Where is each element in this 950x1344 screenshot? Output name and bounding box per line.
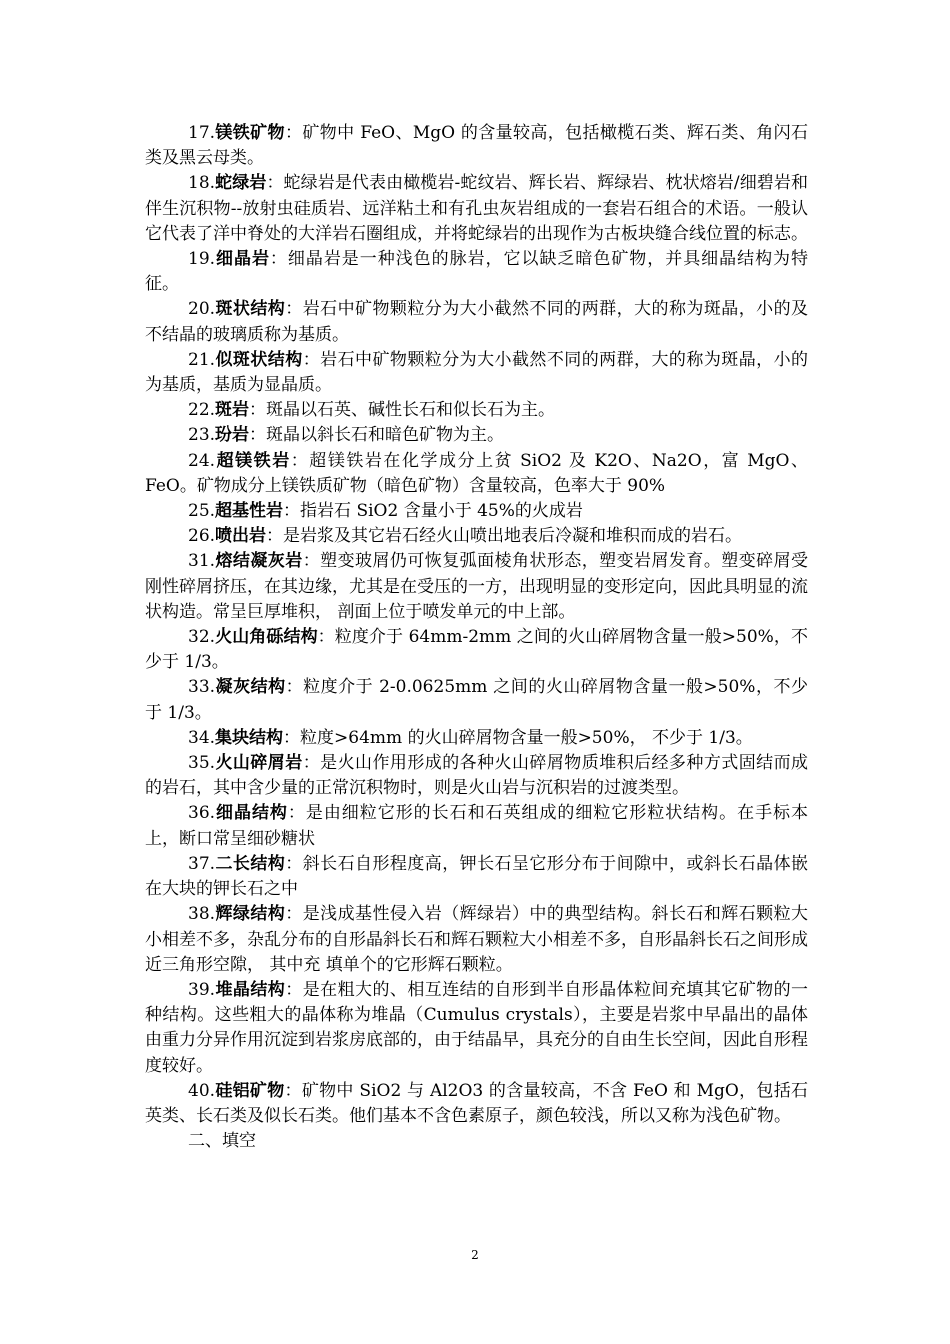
glossary-entry bbox=[145, 499, 808, 524]
entry-number: 34. bbox=[188, 727, 216, 748]
entry-number: 22. bbox=[188, 400, 216, 421]
entry-separator: ： bbox=[284, 123, 303, 143]
entry-term: 熔结凝灰岩 bbox=[215, 551, 303, 572]
entry-term: 蛇绿岩 bbox=[215, 173, 267, 194]
entry-definition: 斑晶以石英、碱性长石和似长石为主。 bbox=[266, 400, 556, 421]
entry-definition: 是在粗大的、相互连结的自形到半自形晶体粒间充填其它矿物的一种结构。这些粗大的晶体称为堆晶（Cumulus crystals），主要是岩浆中早晶出的晶体由重力分异作用沉淀到岩浆房底部的，由于结晶早，具充分的自由生长空间，因此自形程度较好。 bbox=[145, 979, 809, 1076]
entry-number: 31. bbox=[188, 551, 216, 572]
entry-number: 20. bbox=[188, 299, 216, 320]
entry-definition: 是火山作用形成的各种火山碎屑物质堆积后经多种方式固结而成的岩石，其中含少量的正常沉积物时，则是火山岩与沉积岩的过渡类型。 bbox=[145, 753, 809, 799]
entry-definition: 岩石中矿物颗粒分为大小截然不同的两群，大的称为斑晶，小的为基质，基质为显晶质。 bbox=[145, 349, 809, 396]
glossary-entry bbox=[145, 751, 808, 801]
entry-term: 火山角砾结构 bbox=[215, 627, 318, 648]
entry-separator: ： bbox=[285, 677, 304, 698]
entry-definition: 细晶岩是一种浅色的脉岩，它以缺乏暗色矿物，并具细晶结构为特征。 bbox=[145, 249, 809, 295]
entry-definition: 是岩浆及其它岩石经火山喷出地表后冷凝和堆积而成的岩石。 bbox=[283, 526, 743, 547]
entry-definition: 斑晶以斜长石和暗色矿物为主。 bbox=[266, 425, 505, 446]
entry-term: 辉绿结构 bbox=[215, 904, 286, 925]
glossary-entry bbox=[145, 348, 808, 398]
entry-separator: ： bbox=[284, 1080, 302, 1101]
entry-number: 17. bbox=[188, 123, 216, 143]
glossary-entry bbox=[145, 121, 808, 171]
entry-number: 32. bbox=[188, 627, 216, 648]
glossary-entry bbox=[145, 625, 808, 675]
entry-definition: 斜长石自形程度高，钾长石呈它形分布于间隙中，或斜长石晶体嵌在大块的钾长石之中 bbox=[145, 853, 809, 900]
glossary-entry bbox=[145, 524, 808, 549]
entry-definition: 粒度>64mm 的火山碎屑物含量一般>50%， 不少于 1/3。 bbox=[300, 727, 753, 748]
entry-separator: ： bbox=[283, 727, 301, 748]
glossary-entry bbox=[145, 1079, 808, 1129]
glossary-entry bbox=[145, 423, 808, 448]
entry-number: 39. bbox=[188, 979, 216, 1000]
entry-definition: 粒度介于 64mm-2mm 之间的火山碎屑物含量一般>50%，不少于 1/3。 bbox=[145, 627, 808, 673]
entry-term: 硅铝矿物 bbox=[215, 1080, 285, 1101]
entry-term: 玢岩 bbox=[215, 425, 250, 446]
entry-definition: 超镁铁岩在化学成分上贫 SiO2 及 K2O、Na2O，富 MgO、FeO。矿物成分上镁铁质矿物（暗色矿物）含量较高，色率大于 90% bbox=[145, 450, 808, 496]
entry-term: 细晶结构 bbox=[215, 803, 288, 824]
entry-definition: 粒度介于 2-0.0625mm 之间的火山碎屑物含量一般>50%，不少于 1/3。 bbox=[145, 677, 808, 723]
entry-definition: 岩石中矿物颗粒分为大小截然不同的两群，大的称为斑晶，小的及不结晶的玻璃质称为基质。 bbox=[145, 299, 809, 345]
entry-separator: ： bbox=[302, 349, 321, 370]
page-number: 2 bbox=[471, 1248, 479, 1262]
entry-separator: ： bbox=[249, 400, 267, 421]
glossary-entry bbox=[145, 852, 808, 902]
entry-definition: 是由细粒它形的长石和石英组成的细粒它形粒状结构。在手标本上，断口常呈细砂糖状 bbox=[145, 803, 809, 849]
entry-separator: ： bbox=[285, 904, 303, 925]
entry-separator: ： bbox=[317, 627, 335, 648]
glossary-entry bbox=[145, 398, 808, 423]
entry-term: 镁铁矿物 bbox=[215, 123, 285, 143]
entry-number: 37. bbox=[188, 853, 216, 874]
entry-number: 38. bbox=[188, 904, 216, 925]
entry-number: 35. bbox=[188, 753, 216, 774]
entry-number: 18. bbox=[188, 173, 216, 194]
entry-number: 33. bbox=[188, 677, 216, 698]
entry-definition: 蛇绿岩是代表由橄榄岩-蛇纹岩、辉长岩、辉绿岩、枕状熔岩/细碧岩和伴生沉积物--放射虫硅质岩、远洋粘土和有孔虫灰岩组成的一套岩石组合的术语。一般认它代表了洋中脊处的大洋岩石圈组成，并将蛇绿岩的出现作为古板块缝合线位置的标志。 bbox=[145, 173, 809, 244]
entry-separator: ： bbox=[285, 299, 303, 320]
entry-definition: 是浅成基性侵入岩（辉绿岩）中的典型结构。斜长石和辉石颗粒大小相差不多，杂乱分布的自形晶斜长石和辉石颗粒大小相差不多，自形晶斜长石之间形成近三角形空隙， 其中充 填单个的它形辉石颗粒。 bbox=[145, 904, 809, 975]
glossary-entry bbox=[145, 801, 808, 851]
glossary-entry bbox=[145, 902, 808, 978]
entry-definition: 矿物中 SiO2 与 Al2O3 的含量较高，不含 FeO 和 MgO，包括石英类、长石类及似长石类。他们基本不含色素原子，颜色较浅，所以又称为浅色矿物。 bbox=[145, 1080, 808, 1126]
entry-number: 21. bbox=[188, 349, 216, 370]
entry-number: 36. bbox=[188, 803, 216, 824]
entry-term: 堆晶结构 bbox=[215, 979, 286, 1000]
entry-separator: ： bbox=[266, 173, 284, 194]
entry-term: 喷出岩 bbox=[215, 526, 267, 547]
glossary-entry bbox=[145, 297, 808, 347]
entry-separator: ： bbox=[285, 979, 303, 1000]
entry-number: 23. bbox=[188, 425, 216, 446]
entry-term: 凝灰结构 bbox=[215, 677, 286, 698]
glossary-entry bbox=[145, 726, 808, 751]
entry-term: 超基性岩 bbox=[215, 501, 284, 522]
page-content bbox=[145, 121, 808, 1154]
entry-separator: ： bbox=[249, 425, 267, 446]
entry-term: 超镁铁岩 bbox=[215, 450, 291, 471]
entry-separator: ： bbox=[287, 803, 306, 824]
entry-separator: ： bbox=[302, 753, 321, 774]
entry-separator: ： bbox=[269, 249, 288, 270]
entry-definition: 塑变玻屑仍可恢复弧面棱角状形态，塑变岩屑发育。塑变碎屑受刚性碎屑挤压，在其边缘，尤其是在受压的一方，出现明显的变形定向，因此具明显的流状构造。常呈巨厚堆积， 剖面上位于喷发单元的中上部。 bbox=[145, 551, 809, 622]
glossary-entry bbox=[145, 675, 808, 725]
entry-number: 24. bbox=[188, 450, 216, 471]
entry-number: 26. bbox=[188, 526, 216, 547]
entry-term: 集块结构 bbox=[215, 727, 284, 748]
section-heading: 二、填空 bbox=[188, 1131, 256, 1152]
entry-separator: ： bbox=[302, 551, 321, 572]
glossary-entry bbox=[145, 549, 808, 625]
entry-separator: ： bbox=[285, 853, 303, 874]
glossary-entry bbox=[145, 171, 808, 247]
entry-separator: ： bbox=[290, 450, 310, 471]
entry-term: 细晶岩 bbox=[215, 249, 270, 270]
entry-number: 25. bbox=[188, 501, 216, 522]
entry-term: 火山碎屑岩 bbox=[215, 753, 303, 774]
entry-number: 40. bbox=[188, 1080, 216, 1101]
entry-term: 二长结构 bbox=[215, 853, 286, 874]
entry-separator: ： bbox=[283, 501, 301, 522]
glossary-entry bbox=[145, 449, 808, 499]
entry-separator: ： bbox=[266, 526, 284, 547]
entry-term: 斑岩 bbox=[215, 400, 250, 421]
entry-definition: 指岩石 SiO2 含量小于 45%的火成岩 bbox=[300, 501, 583, 522]
entry-number: 19. bbox=[188, 249, 216, 270]
entry-term: 似斑状结构 bbox=[215, 349, 303, 370]
glossary-entry bbox=[145, 247, 808, 297]
entry-term: 斑状结构 bbox=[215, 299, 286, 320]
entry-definition: 矿物中 FeO、MgO 的含量较高，包括橄榄石类、辉石类、角闪石类及黑云母类。 bbox=[145, 123, 809, 169]
glossary-entry bbox=[145, 978, 808, 1079]
